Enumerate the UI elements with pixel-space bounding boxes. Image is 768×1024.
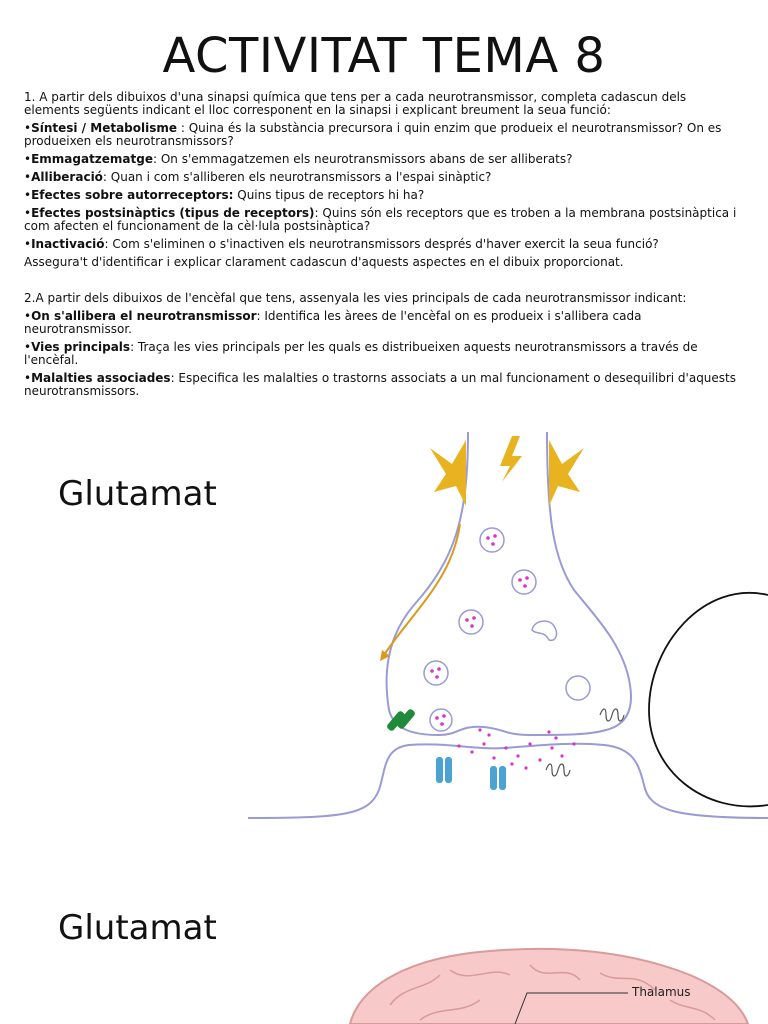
neighbour-cell xyxy=(649,593,768,807)
part2-item: •On s'allibera el neurotransmissor: Identifica les àrees de l'encèfal on es produeix i s'allibera cada neurotransmissor. xyxy=(24,309,642,336)
item-label: Efectes sobre autorreceptors: xyxy=(31,188,234,202)
item-label: Malalties associades xyxy=(31,371,171,385)
part2-item: •Vies principals: Traça les vies principals per les quals es distribueixen aquests neurotransmissors a través de l'encèfal. xyxy=(24,340,698,367)
presynaptic-membrane xyxy=(387,432,631,735)
item-label: Alliberació xyxy=(31,170,103,184)
section-label-brain: Glutamat xyxy=(58,908,217,948)
part1-closing: Assegura't d'identificar i explicar clarament cadascun d'aquests aspectes en el dibuix proporcionat. xyxy=(24,255,624,269)
vesicles xyxy=(424,528,590,731)
page-title: ACTIVITAT TEMA 8 xyxy=(162,28,606,84)
item-label: Inactivació xyxy=(31,237,105,251)
synapse-diagram xyxy=(244,430,768,830)
item-label: On s'allibera el neurotransmissor xyxy=(31,309,257,323)
item-label: Vies principals xyxy=(31,340,131,354)
part1-item: •Alliberació: Quan i com s'alliberen els neurotransmissors a l'espai sinàptic? xyxy=(24,170,492,184)
brain-diagram xyxy=(330,945,768,1024)
item-label: Síntesi / Metabolisme xyxy=(31,121,178,135)
postsynaptic-membrane xyxy=(248,744,768,818)
item-label: Emmagatzematge xyxy=(31,152,153,166)
part2-intro: 2.A partir dels dibuixos de l'encèfal que tens, assenyala les vies principals de cada neurotransmissor indicant: xyxy=(24,291,687,305)
part1-item: •Inactivació: Com s'eliminen o s'inactiven els neurotransmissors després d'haver exercit la seua funció? xyxy=(24,237,659,251)
part1-intro: 1. A partir dels dibuixos d'una sinapsi química que tens per a cada neurotransmissor, completa cadascun dels elements següents indicant el lloc corresponent en la sinapsi i explicant breument la seua funció: xyxy=(24,90,687,117)
section-label-synapse: Glutamat xyxy=(58,474,217,514)
spark-icon xyxy=(430,436,584,506)
instructions xyxy=(24,91,744,403)
part2-item: •Malalties associades: Especifica les malalties o trastorns associats a un mal funcionament o desequilibri d'aquests neurotransmissors. xyxy=(24,371,737,398)
postsynaptic-receptor-icon xyxy=(436,757,506,790)
part1-item: •Efectes postsinàptics (tipus de receptors): Quins són els receptors que es troben a la membrana postsinàptica i com afecten el funcionament de la cèl·lula postsinàptica? xyxy=(24,206,737,233)
part1-item: •Emmagatzematge: On s'emmagatzemen els neurotransmissors abans de ser alliberats? xyxy=(24,152,573,166)
thalamus-label: Thalamus xyxy=(632,985,691,999)
transporter-icon xyxy=(546,709,624,776)
item-label: Efectes postsinàptics (tipus de receptors) xyxy=(31,206,315,220)
part1-item: •Síntesi / Metabolisme : Quina és la substància precursora i quin enzim que produeix el neurotransmissor? On es produeixen els neurotransmissors? xyxy=(24,121,722,148)
part1-item: •Efectes sobre autorreceptors: Quins tipus de receptors hi ha? xyxy=(24,188,425,202)
